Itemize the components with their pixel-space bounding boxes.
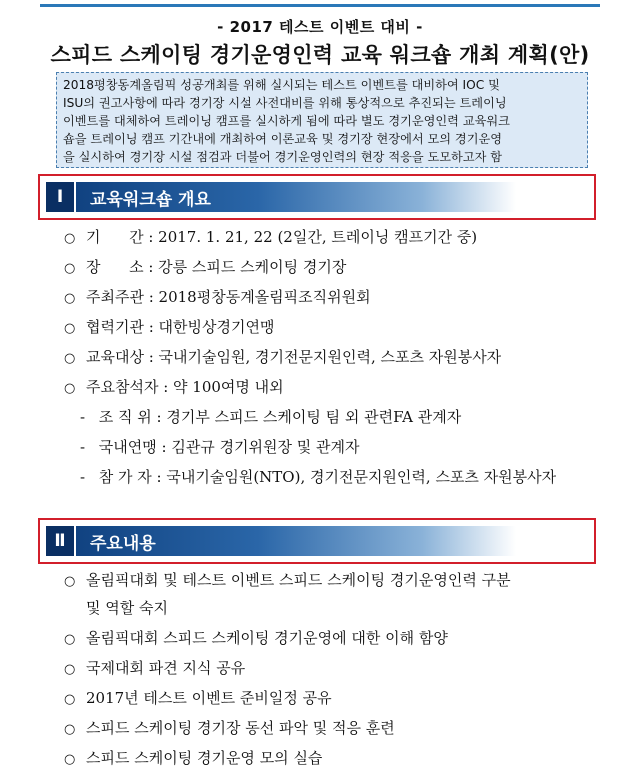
bullet-icon: ○: [64, 692, 76, 707]
item-continuation: 및 역할 숙지: [86, 599, 168, 617]
item-text: 주요참석자 : 약 100여명 내외: [86, 378, 284, 396]
bullet-icon: ○: [64, 752, 76, 767]
list-item: [64, 226, 477, 247]
bullet-icon: ○: [64, 662, 76, 677]
bullet-icon: ○: [64, 574, 76, 589]
item-text: 주최주관 : 2018평창동계올림픽조직위원회: [86, 288, 371, 306]
item-text: 기 간 : 2017. 1. 21, 22 (2일간, 트레이닝 캠프기간 중): [86, 228, 478, 246]
summary-line: 2018평창동계올림픽 성공개최를 위해 실시되는 테스트 이벤트를 대비하여 IOC 및: [63, 78, 500, 92]
list-item: [64, 256, 346, 277]
item-text: 협력기관 : 대한빙상경기연맹: [86, 318, 275, 336]
bullet-icon: ○: [64, 261, 76, 276]
list-item: [64, 657, 245, 678]
section-2-header: [38, 518, 596, 564]
document-header: [40, 4, 600, 67]
list-item: [64, 569, 511, 590]
document-title: 스피드 스케이팅 경기운영인력 교육 워크숍 개최 계획(안): [50, 43, 590, 67]
list-item: [64, 316, 274, 337]
section-2-title: 주요내용: [90, 533, 156, 554]
sub-item-text: 조 직 위 : 경기부 스피드 스케이팅 팀 외 관련FA 관계자: [98, 408, 462, 426]
sub-list-item: [80, 406, 461, 427]
section-1-number: Ⅰ: [46, 182, 76, 212]
item-text: 장 소 : 강릉 스피드 스케이팅 경기장: [86, 258, 347, 276]
summary-line: 을 실시하여 경기장 시설 점검과 더불어 경기운영인력의 현장 적응을 도모하고자 함: [63, 150, 503, 164]
bullet-icon: ○: [64, 291, 76, 306]
sub-list-item: [80, 466, 556, 487]
bullet-icon: ○: [64, 351, 76, 366]
item-text: 교육대상 : 국내기술임원, 경기전문지원인력, 스포츠 자원봉사자: [86, 348, 502, 366]
summary-line: 이벤트를 대체하여 트레이닝 캠프를 실시하게 됨에 따라 별도 경기운영인력 교육워크: [63, 114, 510, 128]
list-item: [64, 717, 395, 738]
list-item: [64, 687, 332, 708]
item-text: 올림픽대회 스피드 스케이팅 경기운영에 대한 이해 함양: [86, 629, 448, 647]
section-1-header: [38, 174, 596, 220]
sub-item-text: 참 가 자 : 국내기술임원(NTO), 경기전문지원인력, 스포츠 자원봉사자: [98, 468, 557, 486]
sub-list-item: [80, 436, 360, 457]
section-1-title: 교육워크숍 개요: [90, 189, 211, 210]
list-item: [64, 286, 371, 307]
bullet-icon: ○: [64, 321, 76, 336]
summary-box: [56, 72, 588, 168]
dash-marker: -: [80, 408, 86, 426]
list-item: [64, 627, 448, 648]
document-subtitle: - 2017 테스트 이벤트 대비 -: [217, 18, 423, 36]
item-text: 스피드 스케이팅 경기운영 모의 실습: [86, 749, 323, 767]
section-2-number: Ⅱ: [46, 526, 76, 556]
summary-line: 숍을 트레이닝 캠프 기간내에 개최하여 이론교육 및 경기장 현장에서 모의 경기운영: [63, 132, 503, 146]
bullet-icon: ○: [64, 231, 76, 246]
dash-marker: -: [80, 438, 86, 456]
bullet-icon: ○: [64, 632, 76, 647]
bullet-icon: ○: [64, 722, 76, 737]
summary-line: ISU의 권고사항에 따라 경기장 시설 사전대비를 위해 통상적으로 추진되는 트레이닝: [63, 96, 507, 110]
item-text: 올림픽대회 및 테스트 이벤트 스피드 스케이팅 경기운영인력 구분: [86, 571, 511, 589]
item-text: 국제대회 파견 지식 공유: [86, 659, 246, 677]
item-text: 2017년 테스트 이벤트 준비일정 공유: [86, 689, 332, 707]
list-item: [64, 346, 501, 367]
section-1-bar: [46, 182, 516, 212]
bullet-icon: ○: [64, 381, 76, 396]
section-2-bar: [46, 526, 516, 556]
list-item: [64, 747, 322, 768]
list-item: [64, 376, 284, 397]
sub-item-text: 국내연맹 : 김관규 경기위원장 및 관계자: [98, 438, 360, 456]
dash-marker: -: [80, 468, 86, 486]
item-text: 스피드 스케이팅 경기장 동선 파악 및 적응 훈련: [86, 719, 395, 737]
